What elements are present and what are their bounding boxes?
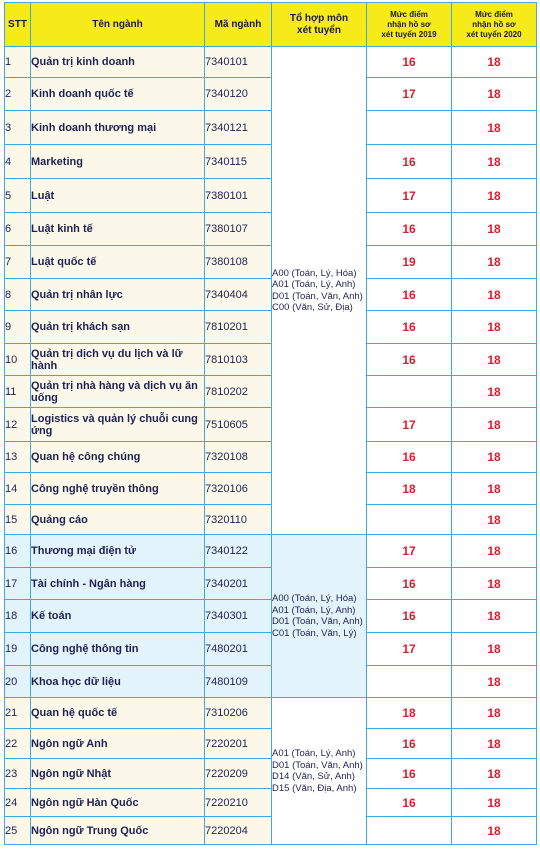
row-diem-2019: 16	[367, 600, 452, 633]
row-ma-nganh: 7340122	[205, 535, 272, 568]
row-diem-2019: 16	[367, 568, 452, 600]
row-diem-2019: 18	[367, 473, 452, 505]
row-ma-nganh: 7480201	[205, 633, 272, 666]
table-row	[5, 111, 537, 145]
row-diem-2019: 16	[367, 442, 452, 473]
table-row	[5, 600, 537, 633]
combo-cell-group1	[272, 47, 367, 535]
row-stt: 21	[5, 698, 31, 729]
row-diem-2019: 16	[367, 47, 452, 78]
row-diem-2020: 18	[452, 817, 537, 845]
combo-line: A00 (Toán, Lý, Hóa)	[272, 593, 357, 604]
row-ma-nganh: 7320110	[205, 505, 272, 535]
header-diem-2019-line1: Mức điểm	[390, 9, 428, 19]
row-ten-nganh: Logistics và quản lý chuỗi cung ứng	[31, 408, 205, 442]
row-ten-nganh: Ngôn ngữ Hàn Quốc	[31, 789, 205, 817]
header-ten-nganh: Tên ngành	[31, 3, 205, 47]
row-stt: 16	[5, 535, 31, 568]
table-row	[5, 633, 537, 666]
row-stt: 1	[5, 47, 31, 78]
table-row	[5, 213, 537, 246]
table-row	[5, 376, 537, 408]
row-stt: 12	[5, 408, 31, 442]
table-row	[5, 729, 537, 759]
row-diem-2019	[367, 111, 452, 145]
row-ma-nganh: 7310206	[205, 698, 272, 729]
row-ma-nganh: 7380107	[205, 213, 272, 246]
table-row	[5, 145, 537, 179]
table-row	[5, 311, 537, 344]
row-diem-2019: 18	[367, 698, 452, 729]
header-diem-2019-line2: nhận hồ sơ	[387, 19, 431, 29]
row-diem-2019: 16	[367, 279, 452, 311]
row-stt: 2	[5, 78, 31, 111]
row-ten-nganh: Ngôn ngữ Nhật	[31, 759, 205, 789]
row-diem-2020: 18	[452, 473, 537, 505]
combo-line: C00 (Văn, Sử, Địa)	[272, 302, 353, 313]
row-diem-2020: 18	[452, 344, 537, 376]
row-ma-nganh: 7380101	[205, 179, 272, 213]
row-ma-nganh: 7340115	[205, 145, 272, 179]
row-diem-2019: 16	[367, 759, 452, 789]
combo-line: A00 (Toán, Lý, Hóa)	[272, 267, 357, 279]
row-diem-2020: 18	[452, 633, 537, 666]
row-diem-2019: 17	[367, 633, 452, 666]
row-ten-nganh: Quản trị khách sạn	[31, 311, 205, 344]
row-stt: 24	[5, 789, 31, 817]
row-ten-nganh: Quảng cáo	[31, 505, 205, 535]
row-ma-nganh: 7220210	[205, 789, 272, 817]
combo-line: D01 (Toán, Văn, Anh)	[272, 290, 363, 302]
row-ten-nganh: Kinh doanh thương mại	[31, 111, 205, 145]
row-diem-2019: 17	[367, 78, 452, 111]
row-diem-2020: 18	[452, 145, 537, 179]
row-stt: 3	[5, 111, 31, 145]
row-diem-2020: 18	[452, 111, 537, 145]
table-row	[5, 759, 537, 789]
row-diem-2020: 18	[452, 666, 537, 698]
row-diem-2020: 18	[452, 78, 537, 111]
row-diem-2019: 17	[367, 179, 452, 213]
row-ma-nganh: 7380108	[205, 246, 272, 279]
row-diem-2020: 18	[452, 279, 537, 311]
row-diem-2020: 18	[452, 246, 537, 279]
combo-line: A01 (Toán, Lý, Anh)	[272, 748, 356, 759]
header-diem-2019	[367, 3, 452, 47]
row-stt: 4	[5, 145, 31, 179]
row-diem-2020: 18	[452, 179, 537, 213]
combo-line: A01 (Toán, Lý, Anh)	[272, 604, 356, 616]
row-stt: 10	[5, 344, 31, 376]
row-stt: 11	[5, 376, 31, 408]
table-row	[5, 473, 537, 505]
row-ten-nganh: Quản trị nhà hàng và dịch vụ ăn uống	[31, 376, 205, 408]
header-diem-2020-line2: nhận hồ sơ	[472, 19, 516, 29]
row-stt: 5	[5, 179, 31, 213]
combo-line: D01 (Toán, Văn, Anh)	[272, 616, 363, 627]
row-ten-nganh: Ngôn ngữ Anh	[31, 729, 205, 759]
row-diem-2019	[367, 505, 452, 535]
row-stt: 9	[5, 311, 31, 344]
row-diem-2019	[367, 666, 452, 698]
row-ten-nganh: Kinh doanh quốc tế	[31, 78, 205, 111]
row-stt: 6	[5, 213, 31, 246]
row-ma-nganh: 7340120	[205, 78, 272, 111]
header-diem-2020-line1: Mức điểm	[475, 9, 513, 19]
row-diem-2019: 16	[367, 213, 452, 246]
table-row	[5, 47, 537, 78]
row-diem-2020: 18	[452, 311, 537, 344]
table-row	[5, 666, 537, 698]
row-diem-2019: 19	[367, 246, 452, 279]
row-ma-nganh: 7340201	[205, 568, 272, 600]
row-ten-nganh: Khoa học dữ liệu	[31, 666, 205, 698]
row-stt: 18	[5, 600, 31, 633]
row-stt: 20	[5, 666, 31, 698]
row-stt: 14	[5, 473, 31, 505]
row-ma-nganh: 7220201	[205, 729, 272, 759]
row-ten-nganh: Tài chính - Ngân hàng	[31, 568, 205, 600]
row-ten-nganh: Công nghệ thông tin	[31, 633, 205, 666]
combo-cell-group2	[272, 535, 367, 698]
table-row	[5, 568, 537, 600]
row-ma-nganh: 7320106	[205, 473, 272, 505]
row-ten-nganh: Quản trị kinh doanh	[31, 47, 205, 78]
table-row	[5, 698, 537, 729]
row-stt: 22	[5, 729, 31, 759]
row-diem-2020: 18	[452, 600, 537, 633]
row-diem-2019: 17	[367, 535, 452, 568]
row-diem-2020: 18	[452, 698, 537, 729]
row-stt: 19	[5, 633, 31, 666]
header-diem-2020-line3: xét tuyển 2020	[466, 29, 522, 39]
row-ten-nganh: Luật	[31, 179, 205, 213]
row-ten-nganh: Marketing	[31, 145, 205, 179]
row-stt: 25	[5, 817, 31, 845]
row-diem-2020: 18	[452, 789, 537, 817]
row-diem-2019: 16	[367, 145, 452, 179]
row-stt: 15	[5, 505, 31, 535]
row-diem-2020: 18	[452, 568, 537, 600]
table-body	[5, 47, 537, 845]
row-ma-nganh: 7320108	[205, 442, 272, 473]
admission-score-table	[4, 2, 537, 845]
header-diem-2020	[452, 3, 537, 47]
row-ten-nganh: Thương mại điện tử	[31, 535, 205, 568]
combo-line: A01 (Toán, Lý, Anh)	[272, 279, 356, 290]
table-row	[5, 442, 537, 473]
combo-cell-group3	[272, 698, 367, 845]
row-ten-nganh: Quan hệ công chúng	[31, 442, 205, 473]
row-diem-2019: 16	[367, 729, 452, 759]
row-stt: 17	[5, 568, 31, 600]
table-row	[5, 344, 537, 376]
row-ma-nganh: 7340121	[205, 111, 272, 145]
row-diem-2019: 16	[367, 344, 452, 376]
header-to-hop-line1: Tổ hợp môn	[289, 12, 349, 24]
table-row	[5, 279, 537, 311]
table-header-row	[5, 3, 537, 47]
combo-line: D15 (Văn, Địa, Anh)	[272, 782, 357, 794]
row-ma-nganh: 7340301	[205, 600, 272, 633]
row-diem-2020: 18	[452, 376, 537, 408]
table-row	[5, 78, 537, 111]
row-ten-nganh: Luật kinh tế	[31, 213, 205, 246]
row-diem-2020: 18	[452, 505, 537, 535]
row-ten-nganh: Ngôn ngữ Trung Quốc	[31, 817, 205, 845]
row-ma-nganh: 7340404	[205, 279, 272, 311]
row-diem-2020: 18	[452, 729, 537, 759]
row-diem-2019: 16	[367, 789, 452, 817]
table-row	[5, 789, 537, 817]
row-ten-nganh: Công nghệ truyền thông	[31, 473, 205, 505]
header-stt: STT	[5, 3, 31, 47]
row-ten-nganh: Luật quốc tế	[31, 246, 205, 279]
row-ma-nganh: 7510605	[205, 408, 272, 442]
row-stt: 8	[5, 279, 31, 311]
row-stt: 23	[5, 759, 31, 789]
row-diem-2019: 17	[367, 408, 452, 442]
combo-line: D01 (Toán, Văn, Anh)	[272, 759, 363, 771]
header-diem-2019-line3: xét tuyển 2019	[381, 29, 437, 39]
row-diem-2019	[367, 817, 452, 845]
row-ma-nganh: 7810202	[205, 376, 272, 408]
row-stt: 13	[5, 442, 31, 473]
row-ma-nganh: 7340101	[205, 47, 272, 78]
table-row	[5, 817, 537, 845]
combo-line: D14 (Văn, Sử, Anh)	[272, 771, 355, 782]
row-diem-2020: 18	[452, 408, 537, 442]
row-ma-nganh: 7220209	[205, 759, 272, 789]
row-ma-nganh: 7480109	[205, 666, 272, 698]
header-ma-nganh: Mã ngành	[205, 3, 272, 47]
row-ten-nganh: Quản trị dịch vụ du lịch và lữ hành	[31, 344, 205, 376]
row-diem-2019	[367, 376, 452, 408]
row-diem-2020: 18	[452, 213, 537, 246]
table-row	[5, 535, 537, 568]
row-diem-2020: 18	[452, 442, 537, 473]
header-to-hop-line2: xét tuyển	[297, 24, 341, 36]
row-ten-nganh: Quan hệ quốc tế	[31, 698, 205, 729]
row-diem-2020: 18	[452, 759, 537, 789]
table-row	[5, 408, 537, 442]
row-ma-nganh: 7810201	[205, 311, 272, 344]
row-ten-nganh: Quản trị nhân lực	[31, 279, 205, 311]
row-ma-nganh: 7220204	[205, 817, 272, 845]
table-row	[5, 246, 537, 279]
row-ma-nganh: 7810103	[205, 344, 272, 376]
header-to-hop	[272, 3, 367, 47]
row-diem-2020: 18	[452, 535, 537, 568]
row-diem-2020: 18	[452, 47, 537, 78]
row-diem-2019: 16	[367, 311, 452, 344]
combo-line: C01 (Toán, Văn, Lý)	[272, 627, 357, 639]
row-stt: 7	[5, 246, 31, 279]
table-row	[5, 505, 537, 535]
row-ten-nganh: Kế toán	[31, 600, 205, 633]
table-row	[5, 179, 537, 213]
